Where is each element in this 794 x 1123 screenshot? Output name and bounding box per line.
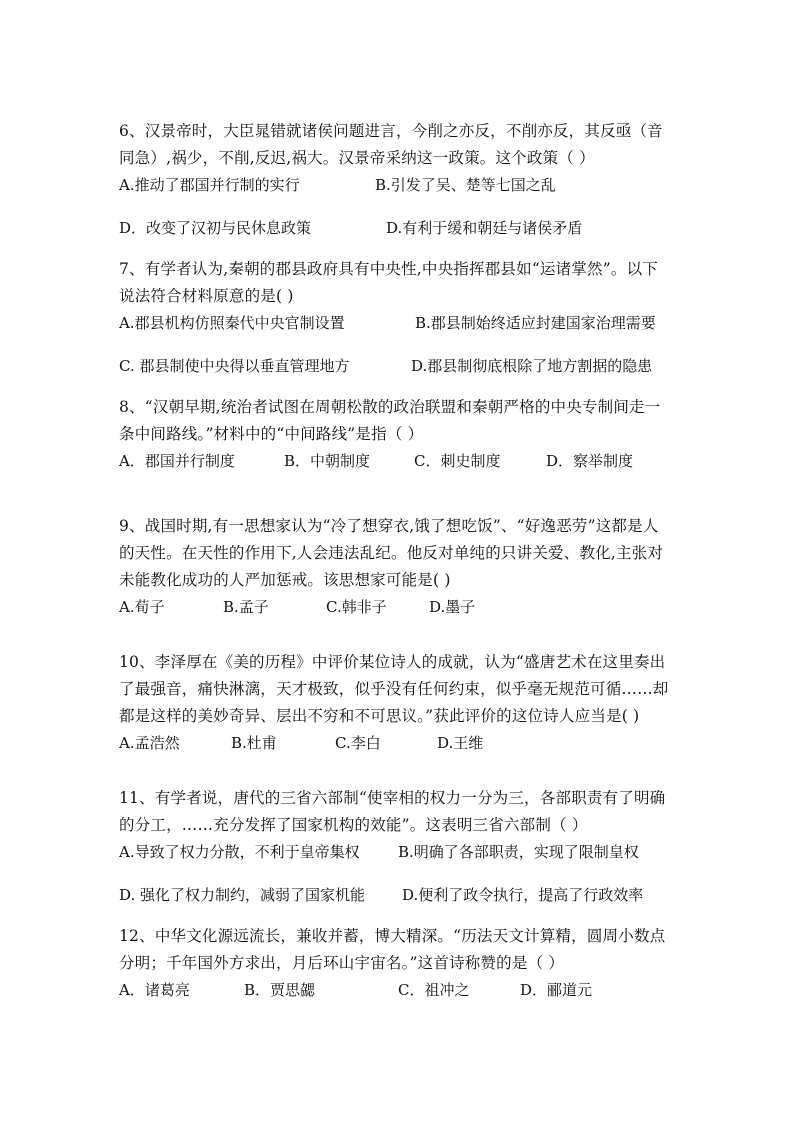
option-row (119, 448, 679, 475)
option-b: B.明确了各部职责，实现了限制皇权 (398, 843, 639, 861)
question-stem-line: 的天性。在天性的作用下,人会违法乱纪。他反对单纯的只讲关爱、教化,主张对 (119, 544, 664, 562)
question-10 (119, 649, 679, 757)
option-c: C.韩非子 (326, 598, 387, 616)
question-stem-line: 同急）,祸少，不削,反迟,祸大。汉景帝采纳这一政策。这个政策（ ） (119, 149, 595, 167)
question-stem-line: 9、战国时期,有一思想家认为“冷了想穿衣,饿了想吃饭”、“好逸恶劳”这都是人 (119, 517, 659, 535)
question-stem-line: 10、李泽厚在《美的历程》中评价某位诗人的成就，认为“盛唐艺术在这里奏出 (119, 653, 666, 671)
question-6 (119, 118, 679, 242)
option-a: A.郡县机构仿照秦代中央官制设置 (119, 314, 345, 332)
question-9 (119, 513, 679, 621)
option-a: A.导致了权力分散，不利于皇帝集权 (119, 843, 360, 861)
option-row (119, 839, 679, 866)
question-stem-line: 未能教化成功的人严加惩戒。该思想家可能是( ) (119, 571, 451, 589)
question-stem-line: 8、“汉朝早期,统治者试图在周朝松散的政治联盟和秦朝严格的中央专制间走一 (119, 398, 661, 416)
option-row (119, 882, 679, 909)
question-11 (119, 785, 679, 909)
question-8 (119, 394, 679, 475)
option-a: A．郡国并行制度 (119, 452, 235, 470)
option-a: A.孟浩然 (119, 734, 180, 752)
option-b: B.郡县制始终适应封建国家治理需要 (415, 314, 656, 332)
option-c: C．祖冲之 (398, 981, 470, 999)
option-row (119, 730, 679, 757)
option-a: A.荀子 (119, 598, 165, 616)
question-stem-line: 说法符合材料原意的是( ) (119, 287, 294, 305)
question-stem-line: 分明；千年国外方求出，月后环山宇宙名。”这首诗称赞的是（ ） (119, 954, 565, 972)
option-d: D.便利了政令执行，提高了行政效率 (402, 886, 644, 904)
option-c: D．改变了汉初与民休息政策 (119, 219, 312, 237)
option-d: D.王维 (437, 734, 484, 752)
option-row (119, 310, 679, 337)
question-stem-line: 12、中华文化源远流长，兼收并蓄，博大精深。“历法天文计算精，圆周小数点 (119, 927, 666, 945)
option-b: B.孟子 (223, 598, 269, 616)
option-c: D. 强化了权力制约，减弱了国家机能 (119, 886, 366, 904)
question-stem-line: 6、汉景帝时，大臣晁错就诸侯问题进言，今削之亦反，不削亦反，其反亟（音 (119, 122, 663, 140)
question-stem-line: 条中间路线。”材料中的“中间路线”是指（ ） (119, 425, 424, 443)
option-a: A．诸葛亮 (119, 981, 190, 999)
option-d: D.有利于缓和朝廷与诸侯矛盾 (386, 219, 583, 237)
option-row (119, 172, 679, 199)
question-stem-line: 7、有学者认为,秦朝的郡县政府具有中央性,中央指挥郡县如“运诸掌然”。以下 (119, 260, 658, 278)
option-d: D．察举制度 (546, 452, 634, 470)
option-b: B．中朝制度 (284, 452, 371, 470)
question-7 (119, 256, 679, 380)
option-c: C．刺史制度 (414, 452, 501, 470)
option-d: D.墨子 (429, 598, 476, 616)
option-row (119, 594, 679, 621)
option-row (119, 977, 679, 1004)
option-a: A.推动了郡国并行制的实行 (119, 176, 300, 194)
option-b: B．贾思勰 (244, 981, 316, 999)
option-d: D.郡县制彻底根除了地方割据的隐患 (411, 357, 653, 375)
option-c: C.李白 (335, 734, 381, 752)
question-stem-line: 的分工，……充分发挥了国家机构的效能”。这表明三省六部制（ ） (119, 816, 588, 834)
question-stem-line: 了最强音，痛快淋漓，天才极致，似乎没有任何约束，似乎毫无规范可循……却 (119, 680, 669, 698)
option-d: D．郦道元 (520, 981, 593, 999)
option-row (119, 215, 679, 242)
question-12 (119, 923, 679, 1004)
option-b: B.杜甫 (231, 734, 277, 752)
question-stem-line: 11、有学者说，唐代的三省六部制“使宰相的权力一分为三，各部职责有了明确 (119, 789, 666, 807)
question-stem-line: 都是这样的美妙奇异、层出不穷和不可思议。”获此评价的这位诗人应当是( ) (119, 707, 640, 725)
option-c: C. 郡县制使中央得以垂直管理地方 (119, 357, 350, 375)
option-b: B.引发了吴、楚等七国之乱 (375, 176, 556, 194)
option-row (119, 353, 679, 380)
